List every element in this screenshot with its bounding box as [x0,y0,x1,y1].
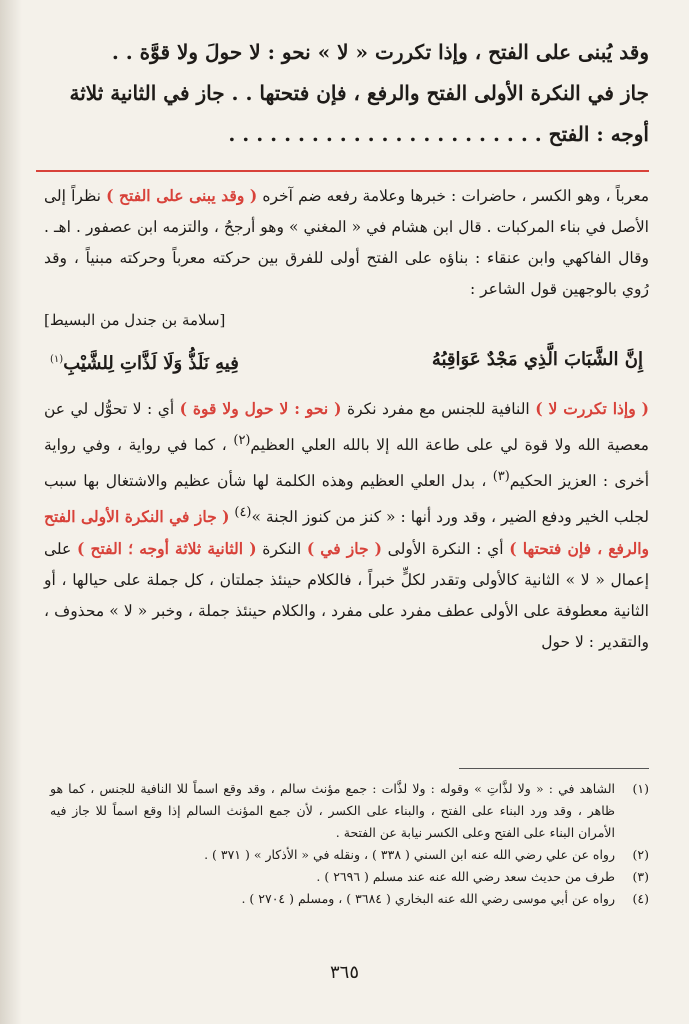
commentary-paragraph-2 [44,393,649,658]
footnote-number: (٣) [632,869,649,884]
commentary-text: ، بدل العلي العظيم وهذه الكلمة لها شأن عظيم والاشتغال بها سبب لجلب الخير ودفع الضير ، وقد ورد أنها : « كنز من كنوز الجنة » [44,472,649,527]
footnote [50,866,649,888]
verse-second-hemistich [50,344,239,379]
main-text-line: جاز في النكرة الأولى الفتح والرفع ، فإن فتحتها . . جاز في الثانية ثلاثة [69,81,649,105]
footnote-divider [459,768,649,769]
footnote-marker: (٢) [233,433,251,448]
footnote-number: (٤) [632,891,649,906]
quoted-main-text: ( نحو : لا حول ولا قوة ) [179,399,342,418]
commentary-paragraph-1 [44,180,649,305]
footnotes-block [50,778,649,910]
footnote-text: طرف من حديث سعد رضي الله عنه عند مسلم ( ٢٦٩٦ ) . [316,869,615,884]
footnote-text: رواه عن علي رضي الله عنه ابن السني ( ٣٣٨ ) ، ونقله في « الأذكار » ( ٣٧١ ) . [204,847,615,862]
footnote-text: رواه عن أبي موسى رضي الله عنه البخاري ( ٣٦٨٤ ) ، ومسلم ( ٢٧٠٤ ) . [241,891,615,906]
footnote-text: الشاهد في : « ولا لذَّاتِ » وقوله : ولا لذَّات : جمع مؤنث سالم ، وقد وقع اسماً للا النافية للجنس ، كما هو ظاهر ، وقد ورد البناء على الفتح ، والبناء على الكسر ، لأن جمع المؤنث السالم إذا وقع اسماً للا جاز فيه الأمران البناء على الفتح وعلى الكسر نيابة عن الفتحة . [50,781,615,840]
page-number: ٣٦٥ [329,962,359,983]
footnote-number: (١) [632,781,649,796]
quoted-main-text: ( جاز في ) [306,539,383,559]
commentary-text: ، كما في رواية ، وفي رواية أخرى : العزيز الحكيم [44,436,650,491]
commentary-text: أي : لا تحوُّل لي عن معصية الله ولا قوة لي على طاعة الله إلا بالله العلي العظيم [44,400,649,455]
commentary-text: النافية للجنس مع مفرد نكرة [341,400,536,418]
commentary-text: النكرة [256,540,307,559]
footnote-marker: (٣) [492,469,510,485]
footnote-number: (٢) [632,847,649,862]
verse-attribution: [سلامة بن جندل من البسيط] [44,311,226,329]
footnote-marker: (٤) [234,505,252,521]
main-text-block [48,32,649,155]
footnote [50,888,649,910]
red-divider [36,170,649,172]
verse-text: إِنَّ الشَّبَابَ الَّذِي مَجْدٌ عَوَاقِبُهُ [431,349,643,370]
commentary-text: على إعمال « لا » الثانية كالأولى وتقدر لكلٍّ خبراً ، فالكلام حينئذ جملتان ، كل جملة على حيالها ، أو الثانية معطوفة على الأولى عطف مفرد على مفرد ، والكلام حينئذ جملة ، وخبر « لا » محذوف ، والتقدير : لا حول [44,540,649,652]
commentary-text: نظراً إلى الأصل في بناء المركبات . قال ابن هشام في « المغني » وهو أرجحُ ، والتزمه ابن عصفور . اهـ . وقال الفاكهي وابن عنقاء : بناؤه على الفتح أولى للفرق بين حركته معرباً وحركته مبنياً ، وقد رُوي بالوجهين قول الشاعر : [44,187,649,298]
footnote-marker: (١) [50,354,64,365]
quoted-main-text: ( وإذا تكررت لا ) [535,399,649,418]
commentary-text: أي : النكرة الأولى [382,540,510,559]
main-text-line: أوجه : الفتح . . . . . . . . . . . . . . . . . . . . . . . [228,122,649,146]
quoted-main-text: ( وقد يبنى على الفتح ) [106,186,258,205]
page-gutter-shadow [0,0,22,1024]
commentary-text: معرباً ، وهو الكسر ، حاضرات : خبرها وعلامة رفعه ضم آخره [257,187,649,205]
verse-text: فِيهِ نَلَذُّ وَلَا لَذَّاتِ لِلشَّيْبِ [63,353,239,374]
footnote [50,778,649,844]
commentary-block [44,180,649,658]
footnote [50,844,649,866]
quoted-main-text: ( الثانية ثلاثة أوجه ؛ الفتح ) [76,539,257,559]
poetry-verse [44,344,649,379]
quoted-main-text: ( جاز في النكرة الأولى الفتح والرفع ، فإن فتحتها ) [44,507,649,559]
main-text-line: وقد يُبنى على الفتح ، وإذا تكررت « لا » نحو : لا حولَ ولا قوَّة . . [111,40,649,64]
verse-first-hemistich [432,344,643,379]
